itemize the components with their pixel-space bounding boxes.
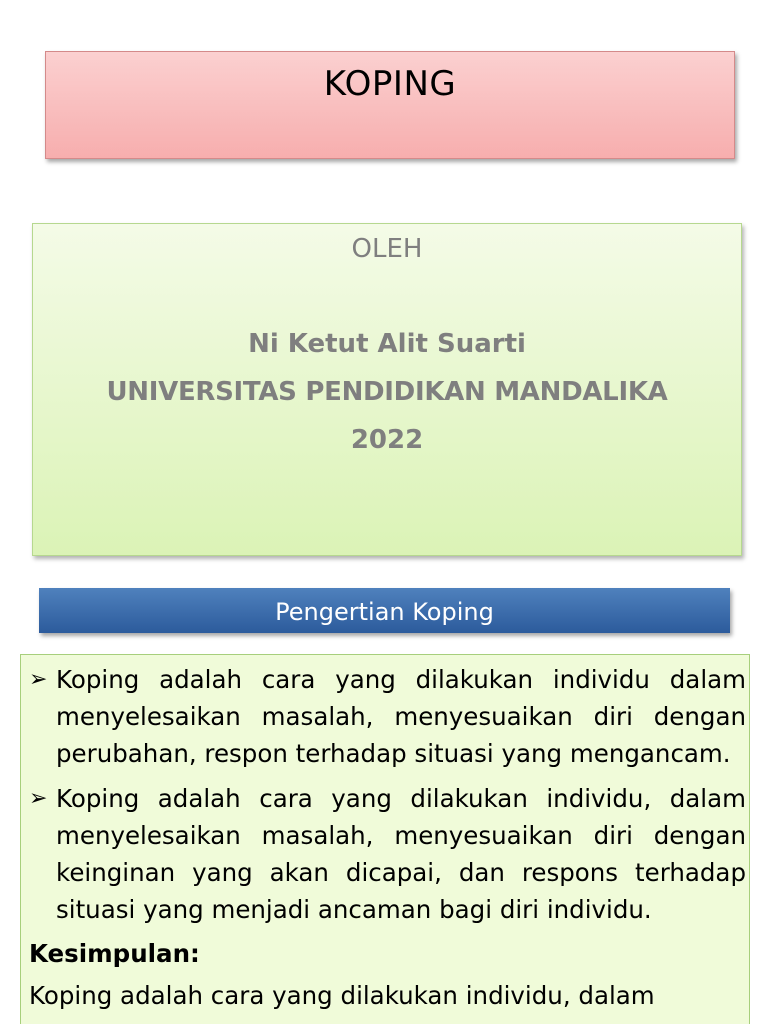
title-box <box>45 51 735 159</box>
bullet-text: Koping adalah cara yang dilakukan individu, dalam menyelesaikan masalah, menyesuaikan diri dengan keinginan yang akan dicapai, dan respons terhadap situasi yang menjadi ancaman bagi diri individu. <box>56 784 746 924</box>
conclusion-text: Koping adalah cara yang dilakukan individu, dalam <box>29 981 655 1010</box>
university-name: UNIVERSITAS PENDIDIKAN MANDALIKA <box>106 377 668 407</box>
author-box <box>32 223 742 556</box>
author-name: Ni Ketut Alit Suarti <box>248 329 526 359</box>
arrow-bullet-icon: ➢ <box>29 667 48 692</box>
arrow-bullet-icon: ➢ <box>29 786 48 811</box>
year-label: 2022 <box>350 425 424 455</box>
kesimpulan-label: Kesimpulan: <box>29 939 200 968</box>
bullet-text: Koping adalah cara yang dilakukan individu dalam menyelesaikan masalah, menyesuaikan diri dengan perubahan, respon terhadap situasi yang mengancam. <box>56 665 746 768</box>
oleh-label: OLEH <box>351 234 423 264</box>
section-heading: Pengertian Koping <box>39 588 730 633</box>
content-box <box>20 654 750 1024</box>
list-item <box>29 780 746 928</box>
page-title: KOPING <box>323 64 457 104</box>
list-item <box>29 661 746 772</box>
